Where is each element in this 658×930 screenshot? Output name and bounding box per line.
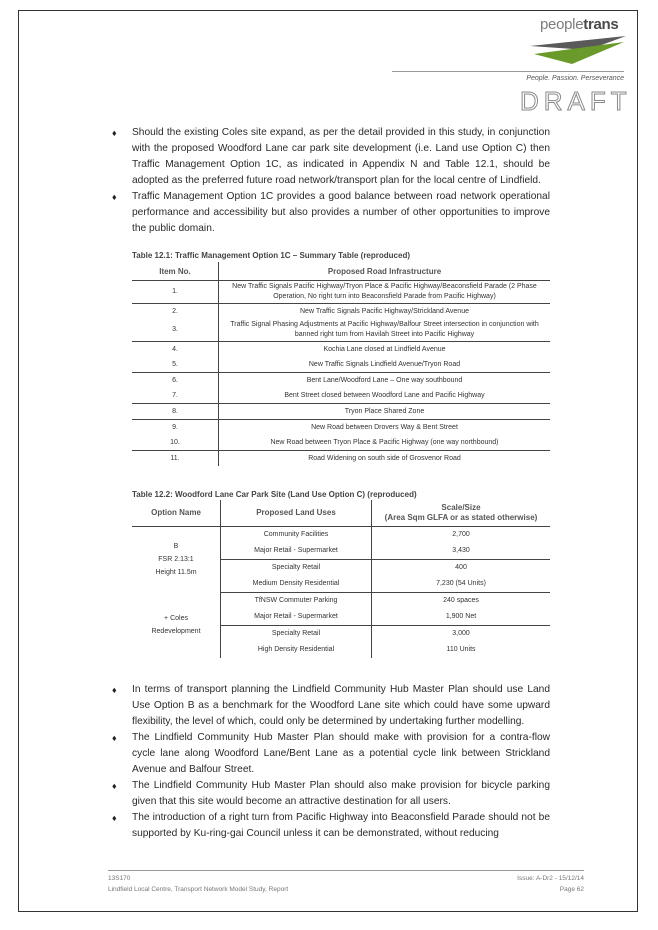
scale-size: 240 spaces <box>443 597 479 604</box>
item-no: 6. <box>132 373 219 389</box>
table-row <box>132 527 550 544</box>
item-no: 5. <box>132 357 219 373</box>
item-no: 3. <box>132 319 219 342</box>
footer-rule <box>108 870 584 871</box>
item-text: New Traffic Signals Pacific Highway/Tryon Place & Pacific Highway/Beaconsfield Parade (2 Phase Operation, No right turn into Beaconsfield Parade from Pacific Highway) <box>219 281 551 304</box>
bullet-item: ♦ In terms of transport planning the Lindfield Community Hub Master Plan should use Land Use Option B as a benchmark for the Woodford Lane site which could have some upward flexibility, the level of which, could only be determined by undertaking further modelling. <box>110 682 550 730</box>
item-text: Bent Lane/Woodford Lane – One way southbound <box>306 376 463 384</box>
table-header: Item No. <box>132 262 219 281</box>
option-b-cell <box>132 527 221 593</box>
item-no: 4. <box>132 342 219 358</box>
bullet-list-bottom <box>110 682 550 842</box>
land-use: Major Retail - Supermarket <box>221 543 372 560</box>
table-row <box>132 420 550 436</box>
item-text: New Road between Tryon Place & Pacific Highway (one way northbound) <box>219 435 551 451</box>
land-use: Specialty Retail <box>221 560 372 577</box>
item-text: Road Widening on south side of Grosvenor Road <box>308 454 461 462</box>
table-header: Option Name <box>132 500 221 527</box>
header-rule <box>392 71 624 72</box>
option-fsr: FSR 2.13:1 <box>158 556 194 564</box>
table-row <box>132 593 550 610</box>
bullet-item: ♦ Traffic Management Option 1C provides a good balance between road network operational performance and accessibility but also provides a number of other opportunities to improve the public domain. <box>110 189 550 237</box>
table-row <box>132 435 550 451</box>
footer-issue: Issue: A-Dr2 - 15/12/14 <box>517 875 584 882</box>
company-logo <box>540 16 618 33</box>
item-text: New Traffic Signals Lindfield Avenue/Tryon Road <box>219 357 551 373</box>
scale-size: 1,900 Net <box>372 609 551 626</box>
logo-trans-text: trans <box>583 16 619 33</box>
footer-page-number: Page 62 <box>559 886 584 893</box>
footer-job-number: 13S170 <box>108 875 131 882</box>
bullet-item: ♦ The Lindfield Community Hub Master Plan should make with provision for a contra-flow cycle lane along Woodford Lane/Bent Lane as a potential cycle link between Strickland Avenue and Balfour Street. <box>110 730 550 778</box>
option-height: Height 11.5m <box>155 569 197 577</box>
footer-report-title: Lindfield Local Centre, Transport Network Model Study, Report <box>108 886 289 893</box>
table-row <box>132 357 550 373</box>
item-text: Tryon Place Shared Zone <box>219 404 551 420</box>
item-no: 10. <box>132 435 219 451</box>
table-1-caption: Table 12.1: Traffic Management Option 1C – Summary Table (reproduced) <box>132 251 410 260</box>
item-no: 11. <box>132 451 219 467</box>
land-use: Community Facilities <box>221 527 372 544</box>
item-no: 8. <box>132 404 219 420</box>
bullet-item: ♦ Should the existing Coles site expand, as per the detail provided in this study, in conjunction with the proposed Woodford Lane car park site development (i.e. Land use Option C) then Traffic Management Option 1C, as indicated in Appendix N and Table 12.1, should be adopted as the preferred future road network/transport plan for the local centre of Lindfield. <box>110 125 550 189</box>
table-header <box>372 500 551 527</box>
scale-size: 110 Units <box>446 646 476 653</box>
scale-size-header: Scale/Size <box>441 503 481 512</box>
table-row <box>132 388 550 404</box>
table-row <box>132 342 550 358</box>
item-no: 1. <box>132 281 219 304</box>
bullet-item: ♦ The introduction of a right turn from Pacific Highway into Beaconsfield Parade should not be supported by Ku-ring-gai Council unless it can be demonstrated, without reducing <box>110 810 550 842</box>
bullet-list-top <box>110 125 550 237</box>
table-row <box>132 373 550 389</box>
bullet-item: ♦ The Lindfield Community Hub Master Plan should also make provision for bicycle parking given that this site would become an attractive destination for all users. <box>110 778 550 810</box>
table-row <box>132 281 550 304</box>
logo-people-text: people <box>540 16 584 33</box>
item-text: Bent Street closed between Woodford Lane and Pacific Highway <box>219 388 551 404</box>
tagline: People. Passion. Perseverance <box>526 75 624 82</box>
item-text: Kochia Lane closed at Lindfield Avenue <box>323 345 446 353</box>
table-traffic-management <box>132 262 550 466</box>
scale-size: 2,700 <box>452 531 470 538</box>
item-no: 2. <box>132 304 219 320</box>
land-use: Major Retail - Supermarket <box>221 609 372 626</box>
land-use: Specialty Retail <box>221 626 372 643</box>
draft-watermark: DRAFT <box>520 86 632 116</box>
table-header: Proposed Road Infrastructure <box>219 262 551 281</box>
land-use: High Density Residential <box>221 642 372 658</box>
land-use: Medium Density Residential <box>221 576 372 593</box>
option-name: + Coles <box>164 615 188 623</box>
item-text: Traffic Signal Phasing Adjustments at Pacific Highway/Balfour Street intersection in conjunction with banned right turn from Havilah Street into Pacific Highway <box>219 319 551 342</box>
scale-size: 3,430 <box>372 543 551 560</box>
option-name: Redevelopment <box>151 628 201 636</box>
option-name: B <box>173 543 179 551</box>
table-row <box>132 404 550 420</box>
table-row <box>132 319 550 342</box>
scale-size: 3,000 <box>452 630 470 637</box>
table-row <box>132 451 550 467</box>
logo-swoosh-icon <box>528 32 628 68</box>
table-land-use <box>132 500 550 658</box>
area-note-header: (Area Sqm GLFA or as stated otherwise) <box>384 513 538 522</box>
item-text: New Road between Drovers Way & Bent Street <box>311 423 458 431</box>
table-header: Proposed Land Uses <box>221 500 372 527</box>
land-use: TfNSW Commuter Parking <box>221 593 372 610</box>
option-coles-cell <box>132 593 221 659</box>
table-2-caption: Table 12.2: Woodford Lane Car Park Site (Land Use Option C) (reproduced) <box>132 490 417 499</box>
item-no: 7. <box>132 388 219 404</box>
scale-size: 7,230 (54 Units) <box>372 576 551 593</box>
item-no: 9. <box>132 420 219 436</box>
scale-size: 400 <box>455 564 467 571</box>
item-text: New Traffic Signals Pacific Highway/Strickland Avenue <box>300 307 469 315</box>
table-row <box>132 304 550 320</box>
